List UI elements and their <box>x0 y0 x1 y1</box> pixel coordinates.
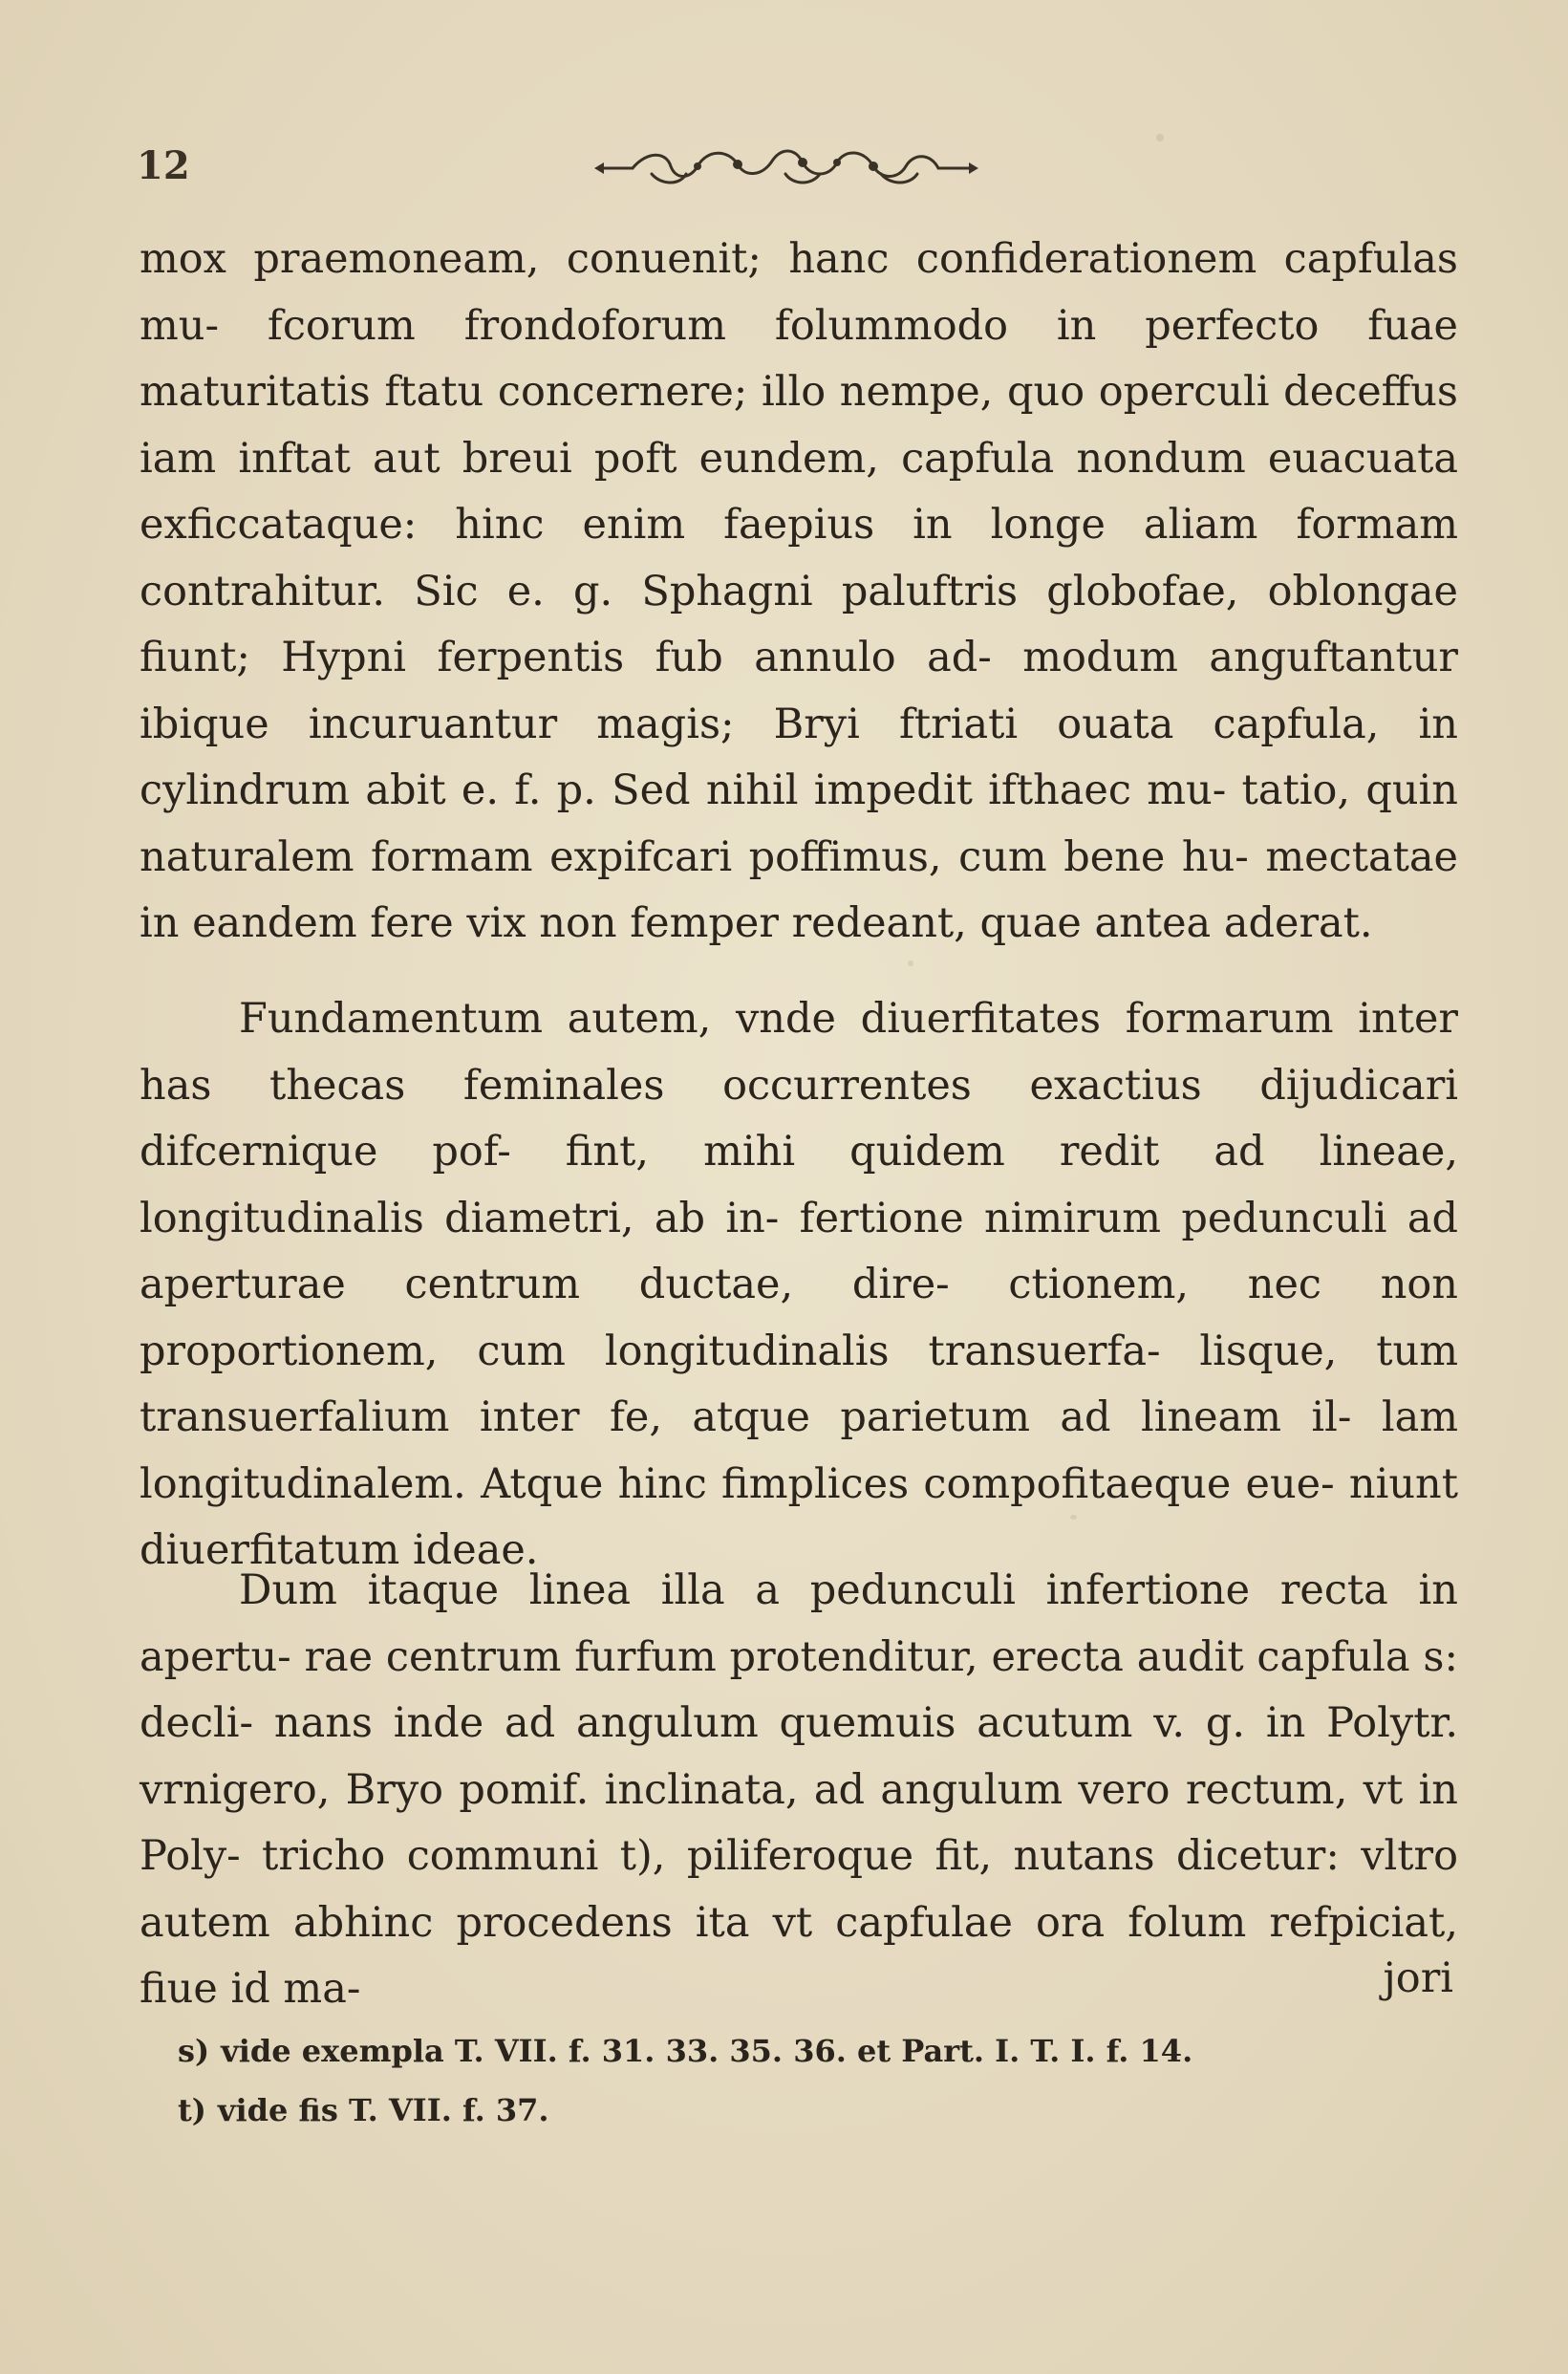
foxing-spot <box>1156 134 1164 141</box>
foxing-spot <box>908 960 913 966</box>
footnote-text: vide exempla T. VII. f. 31. 33. 35. 36. et Part. I. T. I. f. 14. <box>221 2033 1193 2069</box>
footnote-t <box>178 2081 1324 2140</box>
page-number: 12 <box>137 143 190 188</box>
footnotes <box>178 2021 1324 2140</box>
footnote-s <box>178 2021 1324 2081</box>
printer-ornament-icon <box>594 141 978 189</box>
paragraph-1: mox praemoneam, conuenit; hanc confiderationem capfulas mu- fcorum frondoforum folummodo in perfecto fuae maturitatis ftatu concernere; illo nempe, quo operculi deceffus iam inftat aut breui poft eundem, capfula nondum euacuata exficcataque: hinc enim faepius in longe aliam formam contrahitur. Sic e. g. Sphagni paluftris globofae, oblongae fiunt; Hypni ferpentis fub annulo ad- modum anguftantur ibique incuruantur magis; Bryi ftriati ouata capfula, in cylindrum abit e. f. p. Sed nihil impedit ifthaec mu- tatio, quin naturalem formam expifcari poffimus, cum bene hu- mectatae in eandem fere vix non femper redeant, quae antea aderat. <box>140 235 1458 947</box>
paragraph-2: Fundamentum autem, vnde diuerfitates formarum inter has thecas feminales occurrentes exactius dijudicari difcernique pof- fint, mihi quidem redit ad lineae, longitudinalis diametri, ab in- fertione nimirum pedunculi ad aperturae centrum ductae, dire- ctionem, nec non proportionem, cum longitudinalis transuerfa- lisque, tum transuerfalium inter fe, atque parietum ad lineam il- lam longitudinalem. Atque hinc fimplices compofitaeque eue- niunt diuerfitatum ideae. <box>140 995 1458 1574</box>
footnote-mark: s) <box>178 2033 210 2069</box>
paragraph-3: Dum itaque linea illa a pedunculi infertione recta in apertu- rae centrum furfum protenditur, erecta audit capfula s: decli- nans inde ad angulum quemuis acutum v. g. in Polytr. vrnigero, Bryo pomif. inclinata, ad angulum vero rectum, vt in Poly- tricho communi t), piliferoque fit, nutans dicetur: vltro autem abhinc procedens ita vt capfulae ora folum refpiciat, fiue id ma- <box>140 1566 1458 2013</box>
footnote-mark: t) <box>178 2092 206 2128</box>
footnote-text: vide fis T. VII. f. 37. <box>217 2092 549 2128</box>
catchword: jori <box>1383 1954 1453 2002</box>
